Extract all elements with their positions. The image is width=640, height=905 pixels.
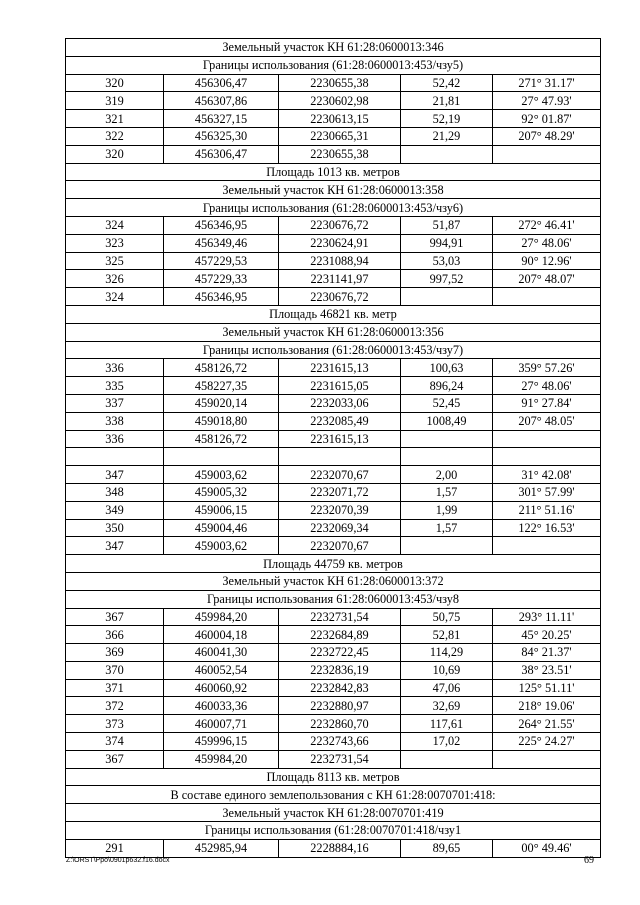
table-row — [66, 626, 601, 644]
x-coordinate-cell: 456327,15 — [164, 110, 279, 128]
bearing-cell: 27° 48.06' — [493, 377, 601, 395]
x-coordinate-cell: 460007,71 — [164, 715, 279, 733]
bearing-cell: 207° 48.05' — [493, 412, 601, 430]
distance-cell — [401, 288, 493, 306]
x-coordinate-cell: 458227,35 — [164, 377, 279, 395]
section-header-row — [66, 181, 601, 199]
point-number-cell: 336 — [66, 359, 164, 377]
point-number-cell: 347 — [66, 466, 164, 484]
section-header-cell: Земельный участок КН 61:28:0600013:358 — [66, 181, 601, 199]
table-row — [66, 537, 601, 555]
x-coordinate-cell: 456349,46 — [164, 234, 279, 252]
y-coordinate-cell: 2230602,98 — [279, 92, 401, 110]
x-coordinate-cell: 456306,47 — [164, 145, 279, 163]
table-row — [66, 145, 601, 163]
table-row — [66, 608, 601, 626]
bearing-cell: 271° 31.17' — [493, 74, 601, 92]
y-coordinate-cell: 2232069,34 — [279, 519, 401, 537]
distance-cell: 896,24 — [401, 377, 493, 395]
point-number-cell: 326 — [66, 270, 164, 288]
table-row — [66, 377, 601, 395]
distance-cell: 100,63 — [401, 359, 493, 377]
y-coordinate-cell: 2232731,54 — [279, 750, 401, 768]
section-header-row — [66, 822, 601, 840]
y-coordinate-cell: 2232085,49 — [279, 412, 401, 430]
distance-cell — [401, 145, 493, 163]
section-header-row — [66, 56, 601, 74]
table-row — [66, 501, 601, 519]
bearing-cell: 27° 48.06' — [493, 234, 601, 252]
point-number-cell: 348 — [66, 483, 164, 501]
distance-cell: 52,42 — [401, 74, 493, 92]
point-number-cell: 335 — [66, 377, 164, 395]
distance-cell: 21,29 — [401, 127, 493, 145]
point-number-cell: 324 — [66, 288, 164, 306]
section-header-cell: Земельный участок КН 61:28:0600013:372 — [66, 572, 601, 590]
table-row — [66, 359, 601, 377]
x-coordinate-cell: 459005,32 — [164, 483, 279, 501]
y-coordinate-cell: 2232070,39 — [279, 501, 401, 519]
point-number-cell: 319 — [66, 92, 164, 110]
distance-cell: 47,06 — [401, 679, 493, 697]
table-row — [66, 74, 601, 92]
table-row — [66, 839, 601, 857]
point-number-cell: 373 — [66, 715, 164, 733]
point-number-cell: 336 — [66, 430, 164, 448]
bearing-cell — [493, 145, 601, 163]
table-row — [66, 92, 601, 110]
x-coordinate-cell: 452985,94 — [164, 839, 279, 857]
y-coordinate-cell: 2230613,15 — [279, 110, 401, 128]
section-header-row — [66, 323, 601, 341]
table-row — [66, 288, 601, 306]
distance-cell: 52,81 — [401, 626, 493, 644]
distance-cell: 17,02 — [401, 733, 493, 751]
table-row — [66, 483, 601, 501]
x-coordinate-cell: 459020,14 — [164, 394, 279, 412]
y-coordinate-cell: 2232033,06 — [279, 394, 401, 412]
bearing-cell: 264° 21.55' — [493, 715, 601, 733]
bearing-cell: 00° 49.46' — [493, 839, 601, 857]
point-number-cell: 320 — [66, 145, 164, 163]
distance-cell: 53,03 — [401, 252, 493, 270]
bearing-cell: 301° 57.99' — [493, 483, 601, 501]
bearing-cell: 38° 23.51' — [493, 661, 601, 679]
table-row — [66, 234, 601, 252]
y-coordinate-cell: 2232743,66 — [279, 733, 401, 751]
y-coordinate-cell: 2232684,89 — [279, 626, 401, 644]
point-number-cell: 374 — [66, 733, 164, 751]
x-coordinate-cell: 456325,30 — [164, 127, 279, 145]
x-coordinate-cell: 456307,86 — [164, 92, 279, 110]
distance-cell: 10,69 — [401, 661, 493, 679]
distance-cell: 2,00 — [401, 466, 493, 484]
section-header-row — [66, 39, 601, 57]
page-number: 69 — [584, 855, 594, 866]
point-number-cell: 324 — [66, 216, 164, 234]
bearing-cell: 92° 01.87' — [493, 110, 601, 128]
distance-cell: 89,65 — [401, 839, 493, 857]
point-number-cell: 291 — [66, 839, 164, 857]
x-coordinate-cell: 459003,62 — [164, 537, 279, 555]
point-number-cell: 347 — [66, 537, 164, 555]
section-header-row — [66, 341, 601, 359]
point-number-cell: 372 — [66, 697, 164, 715]
section-header-row — [66, 305, 601, 323]
x-coordinate-cell: 460060,92 — [164, 679, 279, 697]
bearing-cell: 122° 16.53' — [493, 519, 601, 537]
y-coordinate-cell: 2232842,83 — [279, 679, 401, 697]
point-number-cell: 325 — [66, 252, 164, 270]
x-coordinate-cell: 458126,72 — [164, 359, 279, 377]
bearing-cell: 45° 20.25' — [493, 626, 601, 644]
y-coordinate-cell: 2230624,91 — [279, 234, 401, 252]
section-header-cell: Границы использования (61:28:0600013:453/чзу7) — [66, 341, 601, 359]
bearing-cell: 31° 42.08' — [493, 466, 601, 484]
coordinates-table — [65, 38, 601, 858]
bearing-cell: 359° 57.26' — [493, 359, 601, 377]
section-header-cell: Границы использования (61:28:0600013:453/чзу6) — [66, 199, 601, 217]
table-row — [66, 519, 601, 537]
section-header-cell: Границы использования 61:28:0600013:453/чзу8 — [66, 590, 601, 608]
x-coordinate-cell: 456346,95 — [164, 216, 279, 234]
y-coordinate-cell: 2232070,67 — [279, 537, 401, 555]
table-row — [66, 679, 601, 697]
table-row — [66, 661, 601, 679]
bearing-cell: 207° 48.07' — [493, 270, 601, 288]
table-row — [66, 466, 601, 484]
distance-cell — [401, 750, 493, 768]
x-coordinate-cell: 460041,30 — [164, 644, 279, 662]
point-number-cell: 337 — [66, 394, 164, 412]
distance-cell: 52,45 — [401, 394, 493, 412]
bearing-cell: 218° 19.06' — [493, 697, 601, 715]
bearing-cell: 27° 47.93' — [493, 92, 601, 110]
section-header-cell: Площадь 1013 кв. метров — [66, 163, 601, 181]
section-header-cell: Земельный участок КН 61:28:0070701:419 — [66, 804, 601, 822]
table-row — [66, 216, 601, 234]
x-coordinate-cell: 457229,33 — [164, 270, 279, 288]
bearing-cell — [493, 448, 601, 466]
y-coordinate-cell: 2228884,16 — [279, 839, 401, 857]
x-coordinate-cell: 459984,20 — [164, 608, 279, 626]
table-row — [66, 412, 601, 430]
bearing-cell: 90° 12.96' — [493, 252, 601, 270]
distance-cell: 114,29 — [401, 644, 493, 662]
section-header-row — [66, 786, 601, 804]
section-header-row — [66, 768, 601, 786]
bearing-cell: 272° 46.41' — [493, 216, 601, 234]
distance-cell — [401, 537, 493, 555]
y-coordinate-cell: 2230676,72 — [279, 288, 401, 306]
y-coordinate-cell: 2232880,97 — [279, 697, 401, 715]
point-number-cell: 321 — [66, 110, 164, 128]
section-header-cell: Земельный участок КН 61:28:0600013:356 — [66, 323, 601, 341]
point-number-cell: 371 — [66, 679, 164, 697]
table-row — [66, 270, 601, 288]
distance-cell: 994,91 — [401, 234, 493, 252]
point-number-cell: 323 — [66, 234, 164, 252]
table-row — [66, 252, 601, 270]
x-coordinate-cell: 459996,15 — [164, 733, 279, 751]
y-coordinate-cell: 2232731,54 — [279, 608, 401, 626]
x-coordinate-cell: 459984,20 — [164, 750, 279, 768]
section-header-cell: Площадь 8113 кв. метров — [66, 768, 601, 786]
y-coordinate-cell: 2230676,72 — [279, 216, 401, 234]
distance-cell: 1008,49 — [401, 412, 493, 430]
table-row — [66, 394, 601, 412]
x-coordinate-cell — [164, 448, 279, 466]
bearing-cell: 207° 48.29' — [493, 127, 601, 145]
x-coordinate-cell: 460033,36 — [164, 697, 279, 715]
bearing-cell — [493, 288, 601, 306]
point-number-cell: 338 — [66, 412, 164, 430]
y-coordinate-cell: 2230655,38 — [279, 74, 401, 92]
distance-cell: 32,69 — [401, 697, 493, 715]
distance-cell — [401, 448, 493, 466]
table-row — [66, 715, 601, 733]
section-header-cell: Площадь 44759 кв. метров — [66, 555, 601, 573]
section-header-row — [66, 199, 601, 217]
table-row — [66, 110, 601, 128]
x-coordinate-cell: 456346,95 — [164, 288, 279, 306]
section-header-cell: Площадь 46821 кв. метр — [66, 305, 601, 323]
bearing-cell: 84° 21.37' — [493, 644, 601, 662]
section-header-row — [66, 590, 601, 608]
y-coordinate-cell: 2231088,94 — [279, 252, 401, 270]
x-coordinate-cell: 460052,54 — [164, 661, 279, 679]
point-number-cell: 322 — [66, 127, 164, 145]
bearing-cell: 225° 24.27' — [493, 733, 601, 751]
point-number-cell: 367 — [66, 750, 164, 768]
bearing-cell — [493, 430, 601, 448]
point-number-cell: 370 — [66, 661, 164, 679]
y-coordinate-cell — [279, 448, 401, 466]
table-row — [66, 644, 601, 662]
point-number-cell: 369 — [66, 644, 164, 662]
point-number-cell — [66, 448, 164, 466]
x-coordinate-cell: 459018,80 — [164, 412, 279, 430]
distance-cell: 51,87 — [401, 216, 493, 234]
y-coordinate-cell: 2231615,13 — [279, 430, 401, 448]
distance-cell: 52,19 — [401, 110, 493, 128]
y-coordinate-cell: 2231141,97 — [279, 270, 401, 288]
section-header-row — [66, 163, 601, 181]
distance-cell: 50,75 — [401, 608, 493, 626]
point-number-cell: 350 — [66, 519, 164, 537]
distance-cell: 21,81 — [401, 92, 493, 110]
section-header-cell: Границы использования (61:28:0600013:453/чзу5) — [66, 56, 601, 74]
section-header-cell: В составе единого землепользования с КН 61:28:0070701:418: — [66, 786, 601, 804]
bearing-cell: 125° 51.11' — [493, 679, 601, 697]
y-coordinate-cell: 2232070,67 — [279, 466, 401, 484]
distance-cell: 997,52 — [401, 270, 493, 288]
bearing-cell — [493, 750, 601, 768]
section-header-cell: Земельный участок КН 61:28:0600013:346 — [66, 39, 601, 57]
x-coordinate-cell: 459003,62 — [164, 466, 279, 484]
y-coordinate-cell: 2232071,72 — [279, 483, 401, 501]
section-header-row — [66, 572, 601, 590]
point-number-cell: 366 — [66, 626, 164, 644]
x-coordinate-cell: 459006,15 — [164, 501, 279, 519]
distance-cell: 117,61 — [401, 715, 493, 733]
table-row — [66, 697, 601, 715]
section-header-row — [66, 804, 601, 822]
y-coordinate-cell: 2232860,70 — [279, 715, 401, 733]
table-row — [66, 733, 601, 751]
point-number-cell: 367 — [66, 608, 164, 626]
distance-cell: 1,57 — [401, 483, 493, 501]
x-coordinate-cell: 459004,46 — [164, 519, 279, 537]
x-coordinate-cell: 460004,18 — [164, 626, 279, 644]
x-coordinate-cell: 457229,53 — [164, 252, 279, 270]
distance-cell — [401, 430, 493, 448]
table-row — [66, 448, 601, 466]
x-coordinate-cell: 456306,47 — [164, 74, 279, 92]
coordinates-table-body — [66, 39, 601, 858]
y-coordinate-cell: 2232836,19 — [279, 661, 401, 679]
footer-file-path: Z:\ORST\Ppo\0901p632.f16.docx — [66, 857, 170, 864]
y-coordinate-cell: 2231615,05 — [279, 377, 401, 395]
x-coordinate-cell: 458126,72 — [164, 430, 279, 448]
bearing-cell — [493, 537, 601, 555]
distance-cell: 1,99 — [401, 501, 493, 519]
table-row — [66, 127, 601, 145]
table-row — [66, 430, 601, 448]
section-header-cell: Границы использования (61:28:0070701:418/чзу1 — [66, 822, 601, 840]
table-row — [66, 750, 601, 768]
section-header-row — [66, 555, 601, 573]
y-coordinate-cell: 2232722,45 — [279, 644, 401, 662]
bearing-cell: 91° 27.84' — [493, 394, 601, 412]
y-coordinate-cell: 2230655,38 — [279, 145, 401, 163]
point-number-cell: 349 — [66, 501, 164, 519]
bearing-cell: 211° 51.16' — [493, 501, 601, 519]
bearing-cell: 293° 11.11' — [493, 608, 601, 626]
distance-cell: 1,57 — [401, 519, 493, 537]
y-coordinate-cell: 2230665,31 — [279, 127, 401, 145]
point-number-cell: 320 — [66, 74, 164, 92]
y-coordinate-cell: 2231615,13 — [279, 359, 401, 377]
